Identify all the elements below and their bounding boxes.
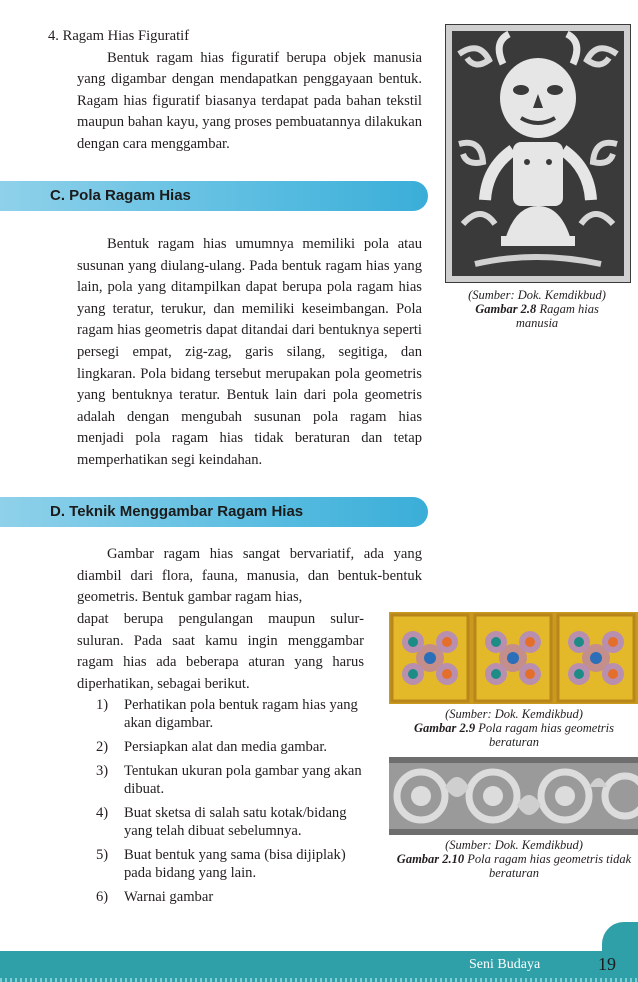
figure-2-10-number: Gambar 2.10 — [396, 852, 465, 866]
step-text: Buat bentuk yang sama (bisa dijiplak) pada bidang yang lain. — [124, 847, 346, 881]
list-item — [76, 762, 368, 798]
figure-2-10-caption — [392, 838, 636, 880]
figure-2-9-number: Gambar 2.9 — [413, 721, 476, 735]
steps-list — [76, 696, 368, 912]
figure-2-8-number: Gambar 2.8 — [475, 302, 537, 316]
step-number: 6) — [96, 889, 109, 905]
section-c-heading: C. Pola Ragam Hias — [50, 187, 191, 204]
section-d-text-narrow: dapat berupa pengulangan maupun sulur-suluran. Pada saat kamu ingin menggambar ragam hias ada beberapa aturan yang harus diperhatikan, sebagai berikut. — [77, 611, 364, 692]
list-item — [76, 696, 368, 732]
list-item — [76, 846, 368, 882]
step-number: 5) — [96, 847, 109, 863]
section-d-heading: D. Teknik Menggambar Ragam Hias — [50, 503, 304, 520]
step-number: 3) — [96, 763, 109, 779]
section-c-text: Bentuk ragam hias umumnya memiliki pola atau susunan yang diulang-ulang. Pada bentuk ragam hias yang lain, pola yang ditampilkan dapat berupa pola ragam hias yang teratur, terukur, dan memiliki keseimbangan. Pola ragam hias geometris dapat ditandai dari bentuknya seperti persegi empat, zig-zag, garis silang, segitiga, dan lingkaran. Pola bidang tersebut merupakan pola geometris yang bentuknya teratur. Bentuk lain dari pola geometris adalah dengan mengubah susunan pola ragam hias menjadi pola ragam hias tidak beraturan dan tetap memperhatikan segi keindahan. — [77, 236, 422, 468]
list-item — [76, 888, 368, 906]
figure-2-10-image — [389, 757, 638, 835]
footer-dotted-line — [0, 978, 638, 982]
step-text: Perhatikan pola bentuk ragam hias yang akan digambar. — [124, 697, 358, 731]
figure-2-10-source: (Sumber: Dok. Kemdikbud) — [445, 838, 583, 852]
section-d-heading-bar — [0, 497, 428, 527]
step-number: 4) — [96, 805, 109, 821]
figure-2-8-title: Ragam hias manusia — [515, 302, 599, 330]
page-number: 19 — [598, 954, 616, 974]
step-text: Persiapkan alat dan media gambar. — [124, 739, 328, 755]
section-c-heading-bar — [0, 181, 428, 211]
step-text: Buat sketsa di salah satu kotak/bidang yang telah dibuat sebelumnya. — [124, 805, 347, 839]
figure-2-8-source: (Sumber: Dok. Kemdikbud) — [468, 288, 606, 302]
step-number: 1) — [96, 697, 109, 713]
section-d-intro — [77, 544, 422, 609]
section-d-intro-narrow — [77, 609, 364, 695]
section-d-text-full: Gambar ragam hias sangat bervariatif, ada yang diambil dari flora, fauna, manusia, dan bentuk-bentuk geometris. Bentuk gambar ragam hias, — [77, 546, 422, 606]
figure-2-8-caption — [455, 288, 619, 330]
list-item — [76, 738, 368, 756]
section-4 — [48, 26, 422, 156]
section-4-text: Bentuk ragam hias figuratif berupa objek manusia yang digambar dengan mendapatkan penggayaan bentuk. Ragam hias figuratif biasanya terdapat pada bahan tekstil maupun bahan kayu, yang proses pembuatannya dilakukan dengan cara menggambar. — [77, 49, 422, 152]
figure-2-9-caption — [392, 707, 636, 749]
figure-2-8-image — [445, 24, 631, 283]
footer-course-name: Seni Budaya — [469, 957, 541, 972]
step-number: 2) — [96, 739, 109, 755]
figure-2-10-title: Pola ragam hias geometris tidak beraturan — [467, 852, 632, 880]
section-4-heading: 4. Ragam Hias Figuratif — [48, 28, 190, 44]
figure-2-9-title: Pola ragam hias geometris beraturan — [478, 721, 614, 749]
page-footer — [0, 951, 638, 982]
step-text: Tentukan ukuran pola gambar yang akan dibuat. — [124, 763, 362, 797]
figure-2-9-image — [389, 612, 638, 704]
list-item — [76, 804, 368, 840]
step-text: Warnai gambar — [124, 889, 214, 905]
section-c — [77, 234, 422, 472]
figure-2-9-source: (Sumber: Dok. Kemdikbud) — [445, 707, 583, 721]
